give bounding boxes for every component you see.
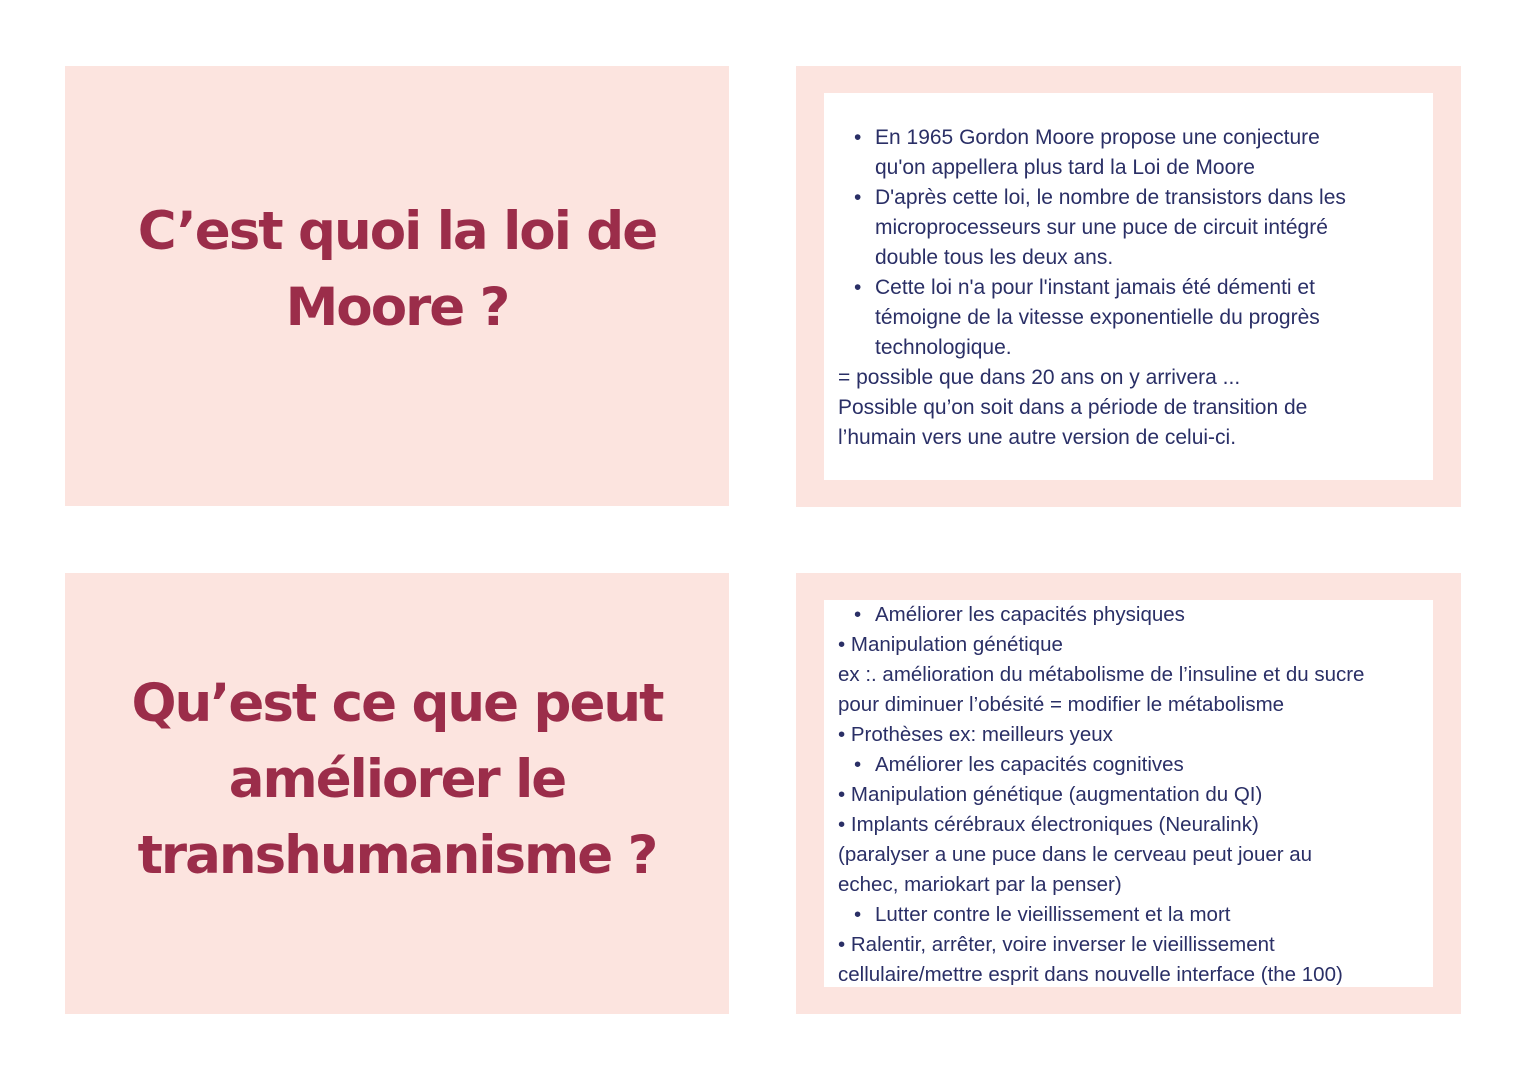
answer-text-line: pour diminuer l’obésité = modifier le métabolisme xyxy=(838,693,1285,716)
answer-list-item: qu'on appellera plus tard la Loi de Moore xyxy=(875,156,1255,179)
answer-list-item: • En 1965 Gordon Moore propose une conjecture xyxy=(838,123,1423,153)
answer-card-moore xyxy=(796,66,1461,507)
question-card-transhumanisme xyxy=(65,573,729,1014)
answer-panel-moore xyxy=(824,93,1433,480)
answer-lines-transhumanisme xyxy=(838,600,1427,987)
answer-text-line: = possible que dans 20 ans on y arrivera ... xyxy=(838,366,1241,389)
question-card-moore xyxy=(65,66,729,506)
question-line: C’est quoi la loi de xyxy=(137,201,657,262)
question-title-moore xyxy=(138,194,656,346)
answer-list-item: • Prothèses ex: meilleurs yeux xyxy=(838,720,1427,750)
answer-list-item: • Lutter contre le vieillissement et la mort xyxy=(838,900,1427,930)
question-line: améliorer le xyxy=(228,748,566,810)
answer-list-item: • Cette loi n'a pour l'instant jamais été démenti et xyxy=(838,273,1423,303)
answer-list-item: • D'après cette loi, le nombre de transistors dans les xyxy=(838,183,1423,213)
answer-panel-transhumanisme xyxy=(824,600,1433,987)
answer-list-item: • Améliorer les capacités physiques xyxy=(838,600,1427,630)
answer-text-line: l’humain vers une autre version de celui-ci. xyxy=(838,426,1237,449)
question-line: Qu’est ce que peut xyxy=(131,672,663,734)
answer-text-line: cellulaire/mettre esprit dans nouvelle interface (the 100) xyxy=(838,963,1343,986)
answer-list-item: • Manipulation génétique xyxy=(838,630,1427,660)
answer-list-item: • Ralentir, arrêter, voire inverser le vieillissement xyxy=(838,930,1427,960)
answer-list-item: • Manipulation génétique (augmentation du QI) xyxy=(838,780,1427,810)
answer-list-item: • Implants cérébraux électroniques (Neuralink) xyxy=(838,810,1427,840)
answer-card-transhumanisme xyxy=(796,573,1461,1014)
answer-list-item: témoigne de la vitesse exponentielle du progrès xyxy=(875,306,1320,329)
answer-lines-moore xyxy=(838,123,1423,453)
question-line: Moore ? xyxy=(285,277,509,338)
answer-text-line: echec, mariokart par la penser) xyxy=(838,873,1122,896)
answer-text-line: Possible qu’on soit dans a période de transition de xyxy=(838,396,1308,419)
question-title-transhumanisme xyxy=(131,666,662,894)
answer-text-line: (paralyser a une puce dans le cerveau peut jouer au xyxy=(838,843,1313,866)
answer-list-item: double tous les deux ans. xyxy=(875,246,1114,269)
answer-list-item: technologique. xyxy=(875,336,1012,359)
answer-list-item: microprocesseurs sur une puce de circuit intégré xyxy=(875,216,1328,239)
answer-text-line: ex :. amélioration du métabolisme de l’insuline et du sucre xyxy=(838,663,1365,686)
question-line: transhumanisme ? xyxy=(137,824,657,886)
answer-list-item: • Améliorer les capacités cognitives xyxy=(838,750,1427,780)
